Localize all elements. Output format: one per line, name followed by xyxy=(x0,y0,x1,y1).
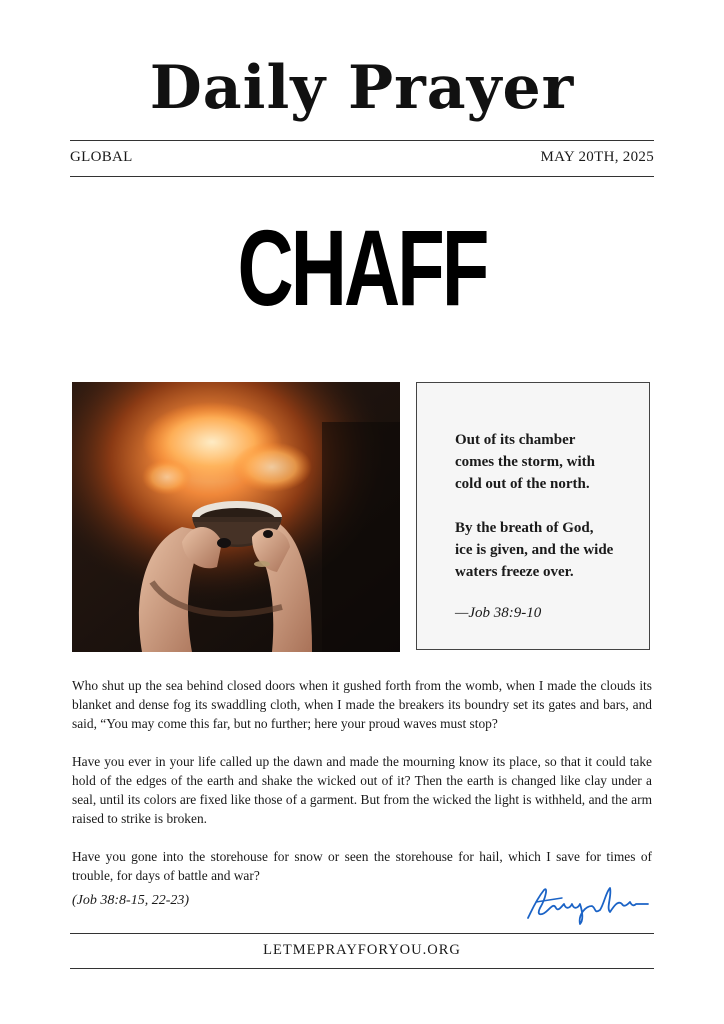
divider-above-footer xyxy=(70,933,654,934)
masthead-title: Daily Prayer xyxy=(149,53,575,123)
footer-website-link[interactable]: LETMEPRAYFORYOU.ORG xyxy=(263,942,461,958)
photo-hands-mug xyxy=(72,382,400,652)
quote-citation: —Job 38:9-10 xyxy=(455,605,542,621)
body-paragraph-1: Who shut up the sea behind closed doors when it gushed forth from the womb, when I made the clouds its blanket and dense fog its swaddling cloth, when I made the breakers its boundry set its gates and bars, and said, “You may come this far, but no further; here your proud waves must stop? xyxy=(72,678,652,731)
quote-stanza-1: Out of its chamber comes the storm, with cold out of the north. xyxy=(455,432,595,492)
headline: CHAFF xyxy=(237,207,487,328)
divider-top xyxy=(70,140,654,141)
edition-date: MAY 20TH, 2025 xyxy=(540,149,654,165)
scripture-reference: (Job 38:8-15, 22-23) xyxy=(72,893,190,908)
scripture-quote-box xyxy=(416,382,650,650)
edition-region: GLOBAL xyxy=(70,149,133,165)
body-paragraph-3: Have you gone into the storehouse for snow or seen the storehouse for hail, which I save for times of trouble, for days of battle and war? xyxy=(72,849,652,883)
signature-icon xyxy=(522,880,652,926)
body-paragraph-2: Have you ever in your life called up the dawn and made the mourning know its place, so that it could take hold of the edges of the earth and shake the wicked out of it? Then the earth is changed like clay under a seal, until its colors are fixed like those of a garment. But from the wicked the light is withheld, and the arm raised to strike is broken. xyxy=(72,754,652,826)
divider-bottom xyxy=(70,968,654,969)
divider-under-edition xyxy=(70,176,654,177)
photo-illustration xyxy=(72,382,400,652)
quote-stanza-2: By the breath of God, ice is given, and the wide waters freeze over. xyxy=(455,520,614,580)
body-text xyxy=(72,676,652,904)
